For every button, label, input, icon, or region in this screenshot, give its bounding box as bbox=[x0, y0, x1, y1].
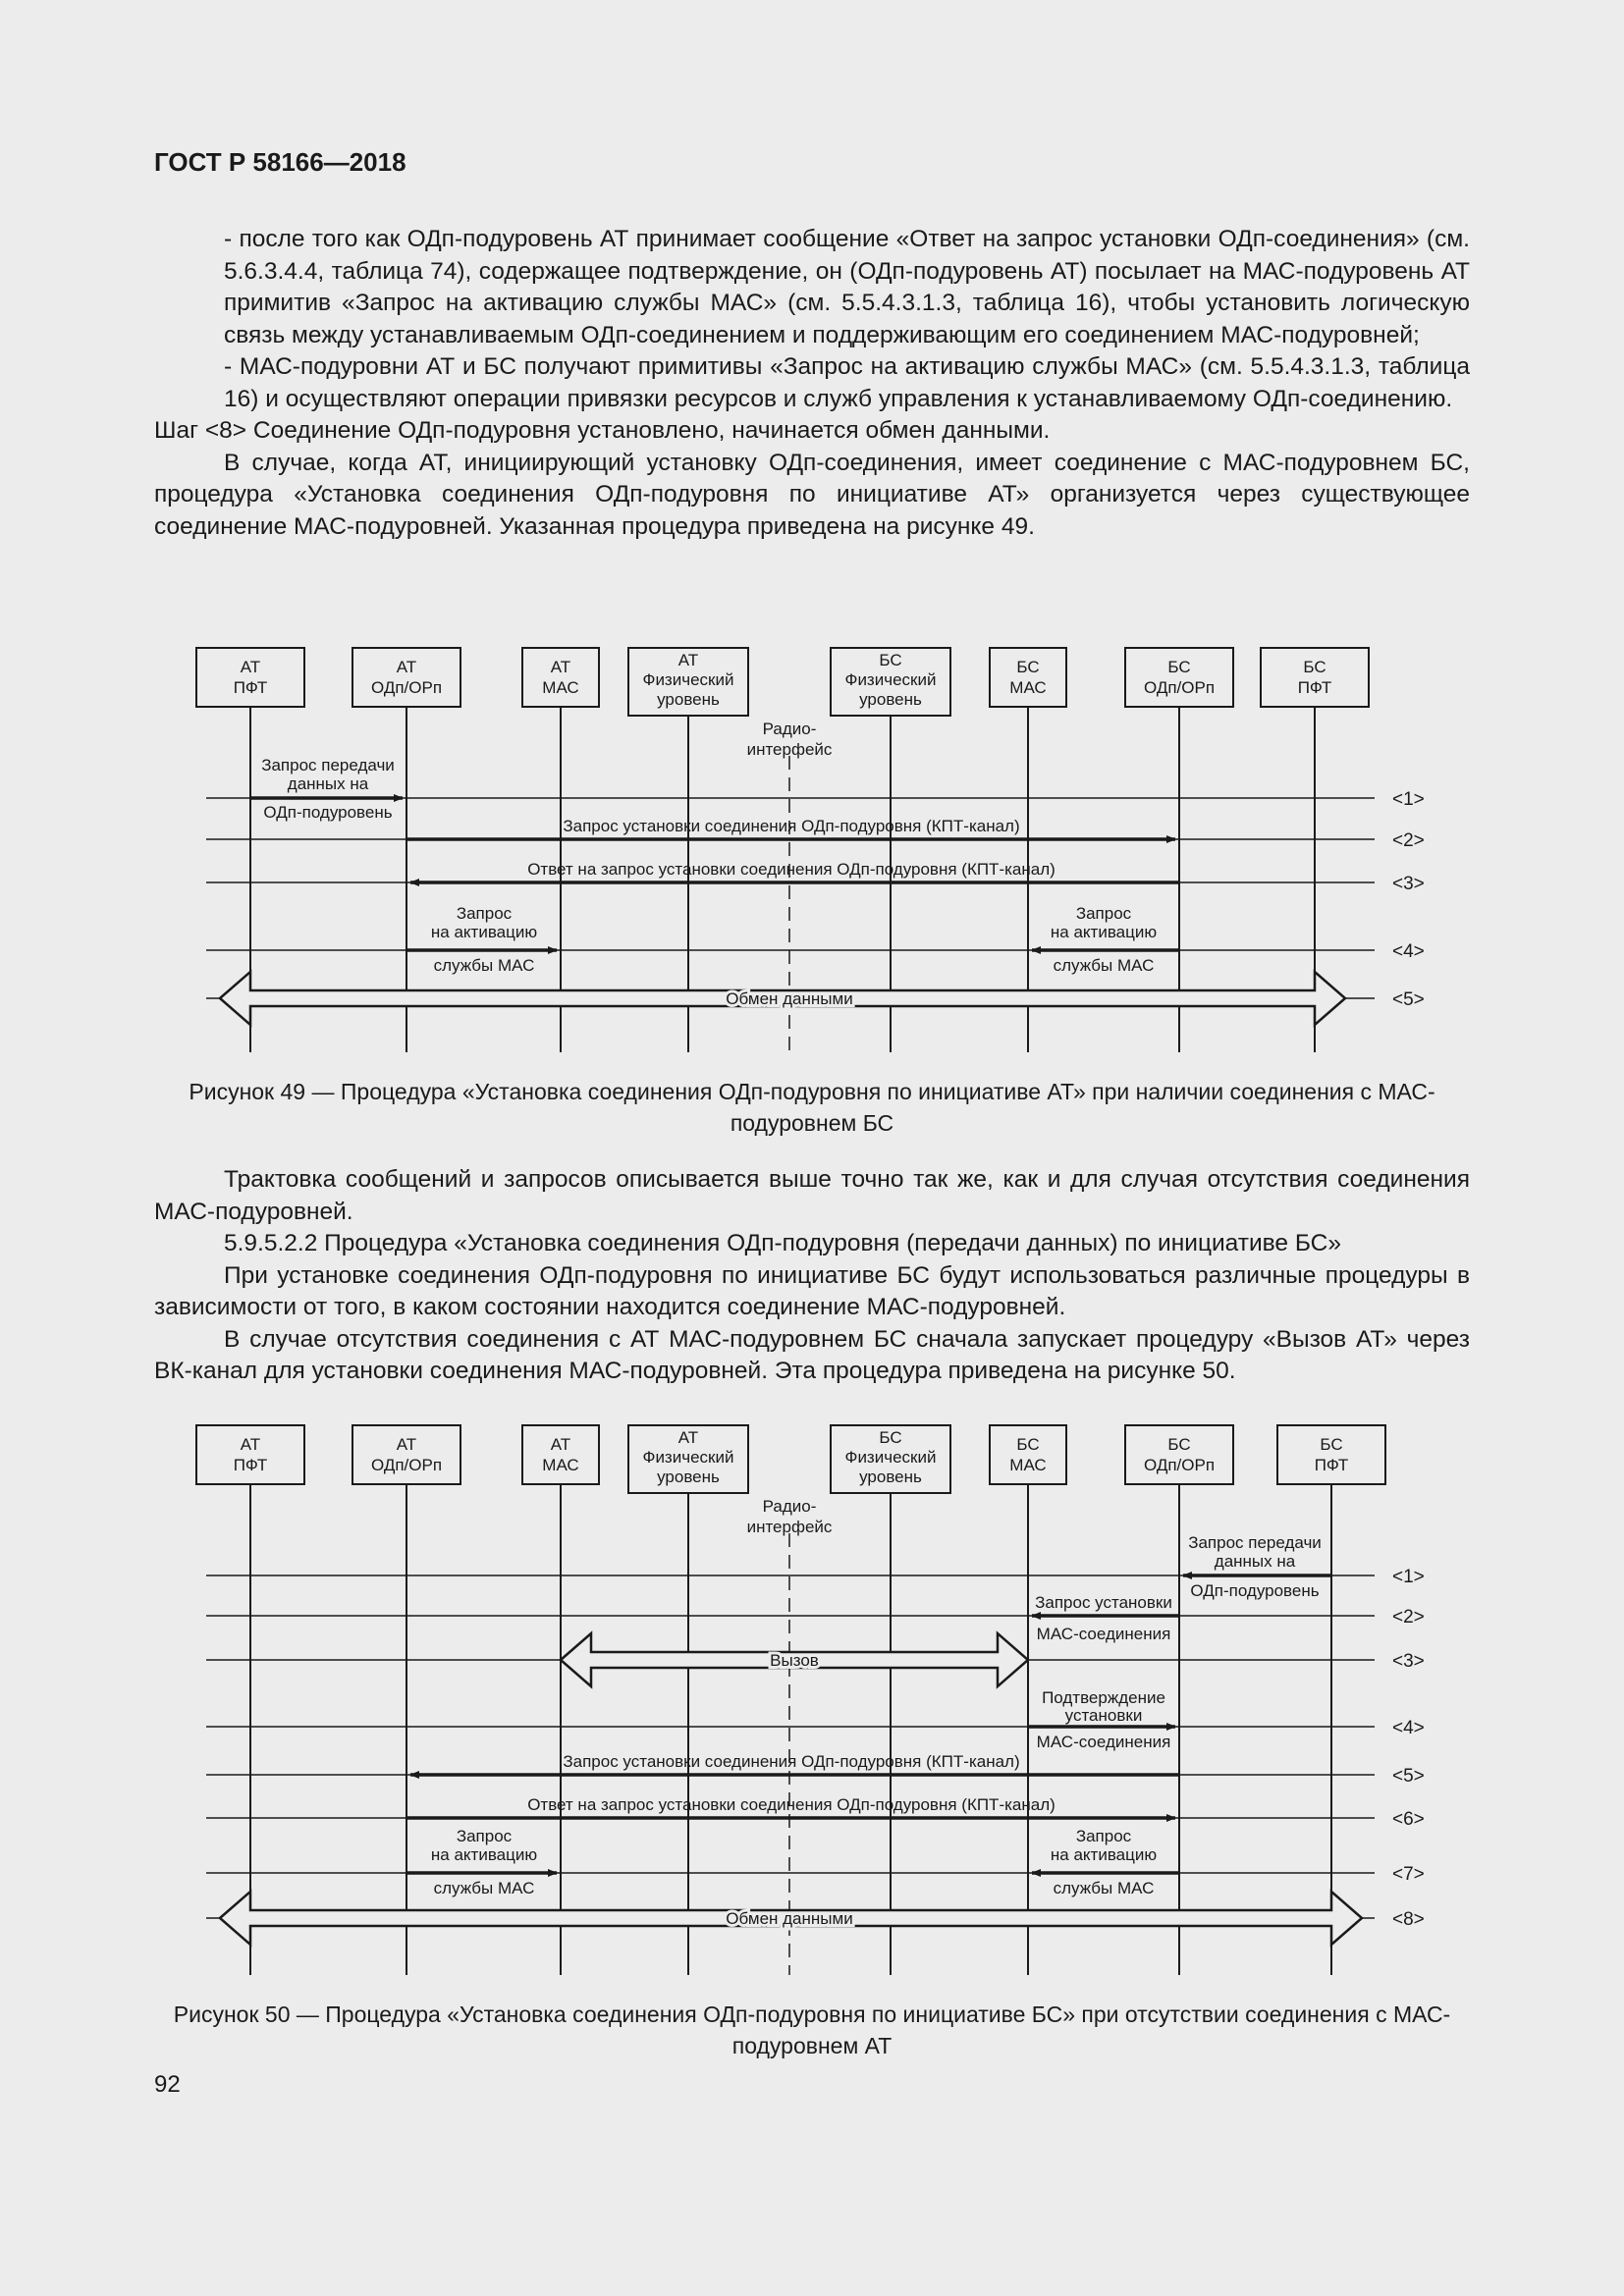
paragraph: В случае отсутствия соединения с АТ МАС-подуровнем БС сначала запускает процедуру «Вызов АТ» через ВК-канал для установки соединения МАС-подуровней. Эта процедура приведена на рисунке 50. bbox=[154, 1325, 1470, 1384]
entity-label: АТ bbox=[240, 1435, 261, 1454]
step-label: <1> bbox=[1392, 1567, 1425, 1587]
entity-label: ПФТ bbox=[1314, 1456, 1349, 1474]
paragraph: При установке соединения ОДп-подуровня по инициативе БС будут использоваться различные процедуры в зависимости от того, в каком состоянии находится соединение МАС-подуровней. bbox=[154, 1261, 1470, 1320]
entity-label: АТ bbox=[677, 1428, 699, 1447]
step-label: <6> bbox=[1392, 1809, 1425, 1830]
entity-label: АТ bbox=[677, 651, 699, 669]
entity-box bbox=[522, 1425, 599, 1484]
radio-interface-label: интерфейс bbox=[746, 1518, 833, 1536]
text-block-1 bbox=[154, 224, 1470, 543]
message-label: Подтверждение bbox=[1042, 1688, 1165, 1707]
text-block-2 bbox=[154, 1164, 1470, 1388]
page-number: 92 bbox=[154, 2071, 181, 2098]
message-label: ОДп-подуровень bbox=[1190, 1581, 1320, 1600]
message-label: Запрос установки соединения ОДп-подуровня (КПТ-канал) bbox=[563, 817, 1020, 835]
entity-label: АТ bbox=[396, 1435, 417, 1454]
step-label: <4> bbox=[1392, 1718, 1425, 1738]
paragraph: - МАС-подуровни АТ и БС получают примитивы «Запрос на активацию службы МАС» (см. 5.5.4.3.1.3, таблица 16) и осуществляют операции привязки ресурсов и служб управления к устанавливаемому ОДп-соединению. bbox=[224, 353, 1470, 412]
entity-box bbox=[196, 648, 304, 707]
message-label: Запрос передачи bbox=[1188, 1533, 1322, 1552]
step-label: <3> bbox=[1392, 1651, 1425, 1672]
entity-label: АТ bbox=[396, 658, 417, 676]
message-label: на активацию bbox=[1050, 1845, 1158, 1864]
entity-label: уровень bbox=[657, 1468, 720, 1486]
message-label: МАС-соединения bbox=[1036, 1733, 1171, 1751]
entity-box bbox=[196, 1425, 304, 1484]
document-code: ГОСТ Р 58166—2018 bbox=[154, 147, 406, 177]
entity-label: БС bbox=[879, 1428, 902, 1447]
entity-box bbox=[352, 1425, 460, 1484]
entity-label: МАС bbox=[1009, 1456, 1047, 1474]
step-label: <3> bbox=[1392, 874, 1425, 894]
entity-label: ОДп/ОРп bbox=[1143, 678, 1216, 697]
entity-label: ПФТ bbox=[233, 1456, 268, 1474]
message-label: ОДп-подуровень bbox=[263, 803, 393, 822]
message-label: Запрос bbox=[456, 1827, 513, 1845]
message-label: Запрос bbox=[456, 904, 513, 923]
step-label: <7> bbox=[1392, 1864, 1425, 1885]
message-label: службы МАС bbox=[433, 1879, 535, 1897]
message-label: установки bbox=[1064, 1706, 1143, 1725]
entity-label: ПФТ bbox=[233, 678, 268, 697]
message-label: службы МАС bbox=[433, 956, 535, 975]
message-label: МАС-соединения bbox=[1036, 1625, 1171, 1643]
entity-box bbox=[990, 1425, 1066, 1484]
entity-box bbox=[352, 648, 460, 707]
paragraph: Трактовка сообщений и запросов описывается выше точно так же, как и для случая отсутствия соединения МАС-подуровней. bbox=[154, 1166, 1470, 1225]
entity-label: БС bbox=[1303, 658, 1326, 676]
message-label: Запрос bbox=[1075, 1827, 1132, 1845]
step-label: <2> bbox=[1392, 830, 1425, 851]
paragraph: - после того как ОДп-подуровень АТ принимает сообщение «Ответ на запрос установки ОДп-соединения» (см. 5.6.3.4.4, таблица 74), содержащее подтверждение, он (ОДп-подуровень АТ) посылает на МАС-подуровень АТ примитив «Запрос на активацию службы МАС» (см. 5.5.4.3.1.3, таблица 16), чтобы установить логическую связь между устанавливаемым ОДп-соединением и поддерживающим его соединением МАС-подуровней; bbox=[224, 226, 1470, 348]
paragraph: В случае, когда АТ, инициирующий установку ОДп-соединения, имеет соединение с МАС-подуровнем БС, процедура «Установка соединения ОДп-подуровня по инициативе АТ» организуется через существующее соединение МАС-подуровней. Указанная процедура приведена на рисунке 49. bbox=[154, 449, 1470, 540]
entity-label: уровень bbox=[859, 1468, 922, 1486]
step-label: <8> bbox=[1392, 1909, 1425, 1930]
message-label: службы МАС bbox=[1053, 1879, 1155, 1897]
step-label: <1> bbox=[1392, 789, 1425, 810]
figure-50-diagram bbox=[0, 1406, 1624, 1975]
entity-box bbox=[1125, 1425, 1233, 1484]
message-label: на активацию bbox=[1050, 923, 1158, 941]
entity-label: уровень bbox=[859, 690, 922, 709]
paragraph: Шаг <8> Соединение ОДп-подуровня установлено, начинается обмен данными. bbox=[154, 417, 1051, 444]
entity-label: уровень bbox=[657, 690, 720, 709]
entity-box bbox=[1125, 648, 1233, 707]
entity-label: БС bbox=[1016, 658, 1040, 676]
entity-label: Физический bbox=[642, 670, 734, 689]
entity-label: ОДп/ОРп bbox=[1143, 1456, 1216, 1474]
entity-label: АТ bbox=[240, 658, 261, 676]
entity-label: АТ bbox=[550, 1435, 571, 1454]
message-label: Ответ на запрос установки соединения ОДп-подуровня (КПТ-канал) bbox=[527, 860, 1056, 879]
figure-49-diagram bbox=[0, 628, 1624, 1060]
entity-box bbox=[1261, 648, 1369, 707]
entity-label: АТ bbox=[550, 658, 571, 676]
step-label: <5> bbox=[1392, 1766, 1425, 1787]
radio-interface-label: интерфейс bbox=[746, 740, 833, 759]
message-label: на активацию bbox=[430, 923, 538, 941]
entity-label: МАС bbox=[542, 678, 579, 697]
radio-interface-label: Радио- bbox=[762, 720, 817, 738]
section-heading: 5.9.5.2.2 Процедура «Установка соединения ОДп-подуровня (передачи данных) по инициативе БС» bbox=[224, 1230, 1341, 1256]
message-label: Запрос установки bbox=[1035, 1593, 1172, 1612]
step-label: <2> bbox=[1392, 1607, 1425, 1628]
message-label: Запрос передачи bbox=[261, 756, 395, 774]
message-label: Запрос bbox=[1075, 904, 1132, 923]
message-label: Запрос установки соединения ОДп-подуровня (КПТ-канал) bbox=[563, 1752, 1020, 1771]
entity-box bbox=[990, 648, 1066, 707]
entity-label: Физический bbox=[642, 1448, 734, 1467]
step-label: <4> bbox=[1392, 941, 1425, 962]
message-label: на активацию bbox=[430, 1845, 538, 1864]
entity-label: БС bbox=[879, 651, 902, 669]
message-label: службы МАС bbox=[1053, 956, 1155, 975]
message-label: Обмен данными bbox=[726, 989, 853, 1008]
entity-label: БС bbox=[1320, 1435, 1343, 1454]
message-label: данных на bbox=[1214, 1552, 1296, 1571]
radio-interface-label: Радио- bbox=[762, 1497, 817, 1516]
message-label: данных на bbox=[287, 774, 369, 793]
figure-50-caption: Рисунок 50 — Процедура «Установка соединения ОДп-подуровня по инициативе БС» при отсутствии соединения с МАС-подуровнем АТ bbox=[173, 2002, 1451, 2058]
message-label: Вызов bbox=[770, 1651, 819, 1670]
step-label: <5> bbox=[1392, 989, 1425, 1010]
entity-label: МАС bbox=[1009, 678, 1047, 697]
entity-box bbox=[1277, 1425, 1385, 1484]
message-label: Ответ на запрос установки соединения ОДп-подуровня (КПТ-канал) bbox=[527, 1795, 1056, 1814]
entity-box bbox=[522, 648, 599, 707]
entity-label: Физический bbox=[844, 670, 937, 689]
entity-label: ОДп/ОРп bbox=[370, 678, 443, 697]
entity-label: Физический bbox=[844, 1448, 937, 1467]
entity-label: БС bbox=[1167, 658, 1191, 676]
entity-label: БС bbox=[1016, 1435, 1040, 1454]
entity-label: БС bbox=[1167, 1435, 1191, 1454]
entity-label: ПФТ bbox=[1297, 678, 1332, 697]
entity-label: МАС bbox=[542, 1456, 579, 1474]
figure-49-caption: Рисунок 49 — Процедура «Установка соединения ОДп-подуровня по инициативе АТ» при наличии соединения с МАС-подуровнем БС bbox=[189, 1079, 1435, 1136]
message-label: Обмен данными bbox=[726, 1909, 853, 1928]
entity-label: ОДп/ОРп bbox=[370, 1456, 443, 1474]
